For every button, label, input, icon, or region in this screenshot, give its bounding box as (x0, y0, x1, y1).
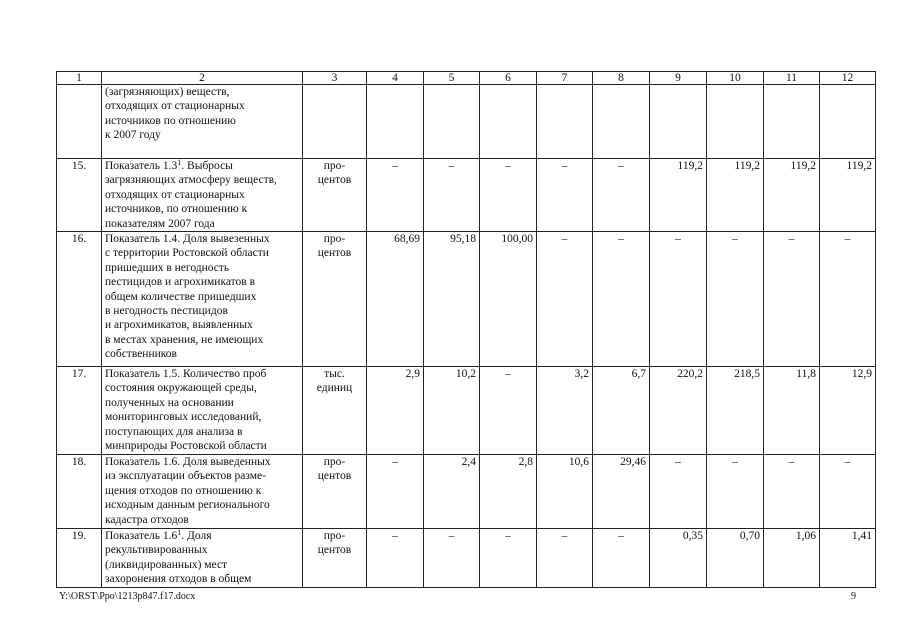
value-cell (367, 85, 424, 159)
indicator-line: минприроды Ростовской области (105, 440, 267, 453)
unit-line: центов (317, 247, 352, 260)
value-cell: – (367, 159, 424, 232)
indicator-line: пришедших в негодность (105, 261, 230, 274)
row-number: 18. (57, 455, 102, 529)
indicator-line: кадастра отходов (105, 513, 189, 526)
unit-line: про- (323, 233, 346, 246)
header-cell: 5 (424, 72, 480, 85)
indicator-line: источников по отношению (105, 114, 236, 127)
indicator-line: щения отходов по отношению к (105, 484, 262, 497)
value-cell: 0,35 (650, 529, 707, 588)
value-cell: – (480, 159, 537, 232)
value-cell: 6,7 (593, 367, 650, 455)
indicator-line: в местах хранения, не имеющих (105, 333, 264, 346)
value-cell: – (424, 159, 480, 232)
row-number: 17. (57, 367, 102, 455)
indicator-description (102, 232, 303, 367)
value-cell: 10,2 (424, 367, 480, 455)
header-cell: 3 (303, 72, 367, 85)
table-row (57, 85, 876, 159)
value-cell: 2,8 (480, 455, 537, 529)
footnote-marker: 1 (177, 528, 182, 538)
indicator-line: отходящих от стационарных (105, 188, 245, 201)
indicator-line: общем количестве пришедших (105, 290, 257, 303)
table-row (57, 232, 876, 367)
unit-cell (303, 159, 367, 232)
indicator-description (102, 159, 303, 232)
value-cell: – (650, 232, 707, 367)
value-cell: – (593, 159, 650, 232)
indicator-line: полученных на основании (105, 396, 234, 409)
value-cell: 0,70 (707, 529, 764, 588)
unit-cell (303, 529, 367, 588)
value-cell: 3,2 (537, 367, 593, 455)
indicator-line: поступающих для анализа в (105, 425, 243, 438)
row-number: 16. (57, 232, 102, 367)
value-cell: – (593, 529, 650, 588)
value-cell: – (537, 529, 593, 588)
unit-line: про- (323, 160, 346, 172)
value-cell: – (764, 232, 820, 367)
indicator-line: собственников (105, 348, 177, 361)
row-number (57, 85, 102, 159)
indicator-line: к 2007 году (105, 129, 161, 142)
indicator-line: состояния окружающей среды, (105, 382, 257, 395)
value-cell: 2,4 (424, 455, 480, 529)
table-row (57, 159, 876, 232)
unit-line: единиц (316, 382, 353, 395)
value-cell: 10,6 (537, 455, 593, 529)
indicator-line: (загрязняющих) веществ, (105, 86, 230, 98)
value-cell (764, 85, 820, 159)
value-cell: 119,2 (820, 159, 876, 232)
header-cell: 11 (764, 72, 820, 85)
value-cell: – (424, 529, 480, 588)
indicator-description (102, 85, 303, 159)
header-cell: 1 (57, 72, 102, 85)
header-cell: 4 (367, 72, 424, 85)
value-cell (424, 85, 480, 159)
value-cell: – (707, 232, 764, 367)
indicator-line: Показатель 1.6. Доля выведенных (105, 456, 271, 469)
value-cell: – (537, 232, 593, 367)
indicator-line: Показатель 1.5. Количество проб (105, 368, 267, 381)
unit-line: про- (323, 456, 346, 469)
indicator-line: (ликвидированных) мест (105, 558, 228, 571)
value-cell: – (367, 529, 424, 588)
value-cell: 119,2 (764, 159, 820, 232)
value-cell: – (480, 529, 537, 588)
indicator-text: . Доля (181, 530, 212, 543)
value-cell: – (707, 455, 764, 529)
indicator-line: мониторинговых исследований, (105, 411, 262, 424)
value-cell: – (593, 232, 650, 367)
indicator-line: отходящих от стационарных (105, 100, 245, 113)
indicator-text: Показатель 1.3 (105, 160, 178, 172)
value-cell (537, 85, 593, 159)
indicator-line (105, 159, 299, 173)
unit-cell (303, 232, 367, 367)
unit-line: тыс. (324, 368, 345, 381)
value-cell: 100,00 (480, 232, 537, 367)
value-cell: 29,46 (593, 455, 650, 529)
value-cell: 68,69 (367, 232, 424, 367)
value-cell: 119,2 (707, 159, 764, 232)
header-row (57, 72, 876, 85)
value-cell: 119,2 (650, 159, 707, 232)
value-cell: – (820, 232, 876, 367)
unit-line: центов (317, 470, 352, 483)
unit-line: центов (317, 174, 352, 187)
indicator-line: в негодность пестицидов (105, 305, 228, 318)
indicator-description (102, 529, 303, 588)
header-cell: 12 (820, 72, 876, 85)
value-cell: 2,9 (367, 367, 424, 455)
indicator-line: Показатель 1.4. Доля вывезенных (105, 233, 270, 246)
indicator-line: загрязняющих атмосферу веществ, (105, 174, 277, 187)
value-cell: – (650, 455, 707, 529)
unit-cell (303, 367, 367, 455)
unit-line: про- (323, 530, 346, 543)
data-table (56, 71, 876, 588)
footer-file-path: Y:\ORST\Ppo\1213p847.f17.docx (59, 591, 196, 602)
value-cell: 12,9 (820, 367, 876, 455)
footnote-marker: 1 (177, 158, 182, 167)
row-number: 19. (57, 529, 102, 588)
page-number: 9 (851, 591, 856, 602)
indicator-description (102, 455, 303, 529)
indicator-text: Показатель 1.6 (105, 530, 178, 543)
indicator-line: пестицидов и агрохимикатов в (105, 276, 256, 289)
value-cell (820, 85, 876, 159)
table-row (57, 367, 876, 455)
value-cell (650, 85, 707, 159)
table-row (57, 455, 876, 529)
value-cell: – (820, 455, 876, 529)
unit-line: центов (317, 544, 352, 557)
value-cell: – (480, 367, 537, 455)
value-cell: 218,5 (707, 367, 764, 455)
indicator-line: исходным данным регионального (105, 499, 270, 512)
header-cell: 9 (650, 72, 707, 85)
row-number: 15. (57, 159, 102, 232)
indicator-line: источников, по отношению к (105, 203, 248, 216)
indicator-description (102, 367, 303, 455)
value-cell (593, 85, 650, 159)
indicator-line: показателям 2007 года (105, 217, 215, 230)
indicator-line: из эксплуатации объектов разме- (105, 470, 266, 483)
value-cell: 220,2 (650, 367, 707, 455)
unit-cell (303, 85, 367, 159)
value-cell: – (537, 159, 593, 232)
value-cell: 11,8 (764, 367, 820, 455)
header-cell: 8 (593, 72, 650, 85)
value-cell: 1,41 (820, 529, 876, 588)
value-cell: 95,18 (424, 232, 480, 367)
value-cell: 1,06 (764, 529, 820, 588)
value-cell (480, 85, 537, 159)
indicator-line (105, 529, 299, 543)
value-cell: – (764, 455, 820, 529)
indicator-line: рекультивированных (105, 544, 208, 557)
indicator-line: и агрохимикатов, выявленных (105, 319, 253, 332)
value-cell (707, 85, 764, 159)
unit-cell (303, 455, 367, 529)
indicator-line: захоронения отходов в общем (105, 573, 252, 586)
header-cell: 7 (537, 72, 593, 85)
header-cell: 2 (102, 72, 303, 85)
header-cell: 6 (480, 72, 537, 85)
value-cell: – (367, 455, 424, 529)
indicator-text: . Выбросы (181, 160, 233, 172)
table-row (57, 529, 876, 588)
indicator-line: с территории Ростовской области (105, 247, 269, 260)
header-cell: 10 (707, 72, 764, 85)
